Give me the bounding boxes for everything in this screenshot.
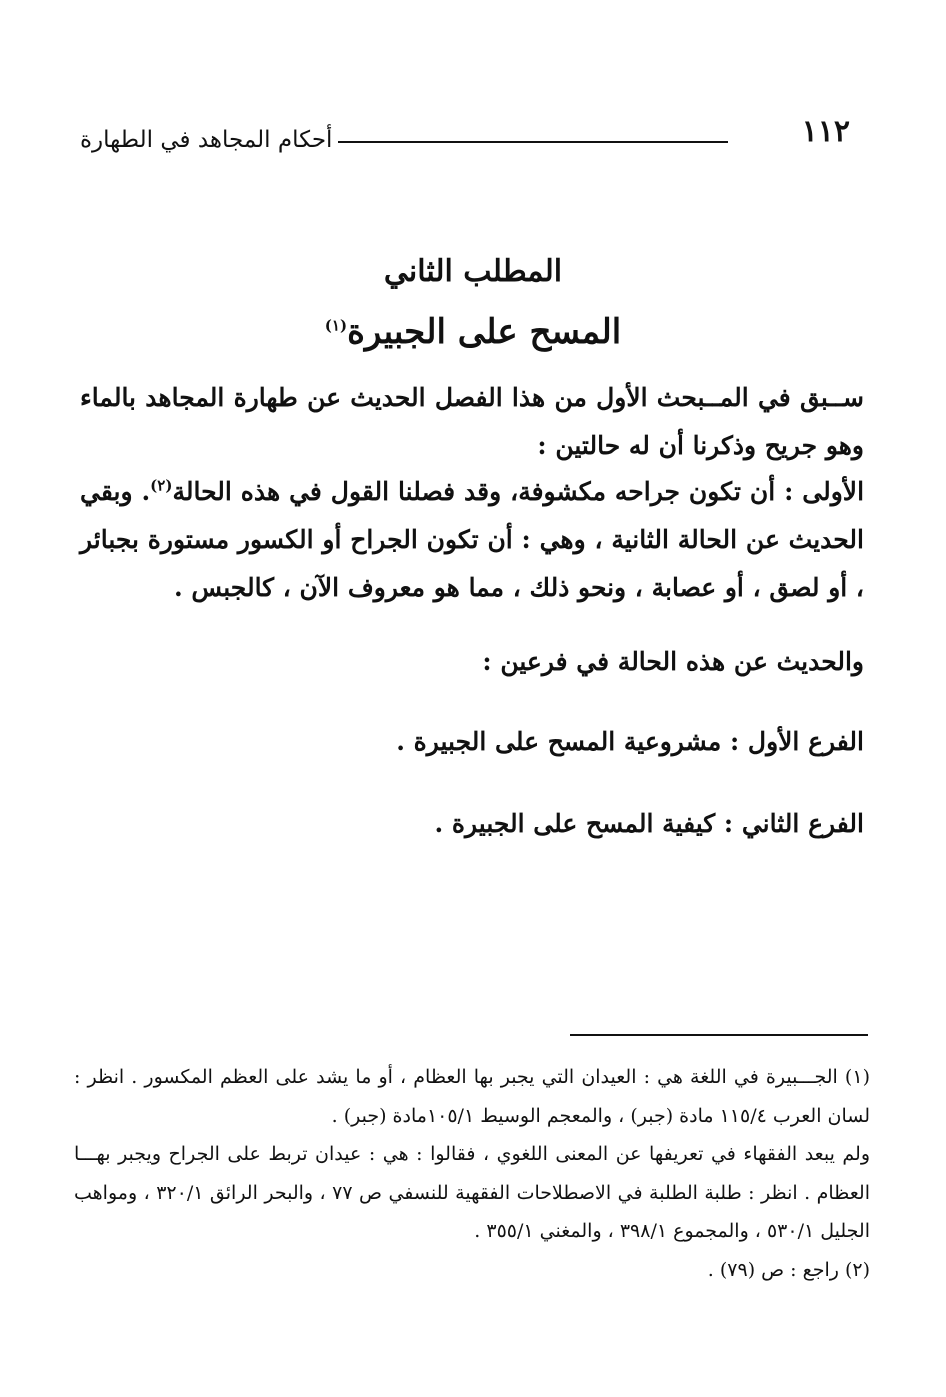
running-book-title: أحكام المجاهد في الطهارة: [80, 127, 333, 153]
intro-paragraph: ســبق في المــبحث الأول من هذا الفصل الحديث عن طهارة المجاهد بالماء وهو جريح وذكرنا أن له حالتين :: [80, 383, 864, 460]
header-rule: [338, 141, 728, 143]
section-heading: المطلب الثاني: [383, 254, 563, 289]
footnote-1-definition: (١) الجـــبيرة في اللغة هي : العيدان التي يجبر بها العظام ، أو ما يشد على العظم المكسور . انظر : لسان العرب ١١٥/٤ مادة (جبر) ، والمعجم الوسيط ١٠٥/١مادة (جبر) .: [74, 1066, 870, 1127]
footnotes: [74, 1058, 870, 1289]
footnote-ref-1: (١): [324, 316, 348, 335]
footnote-1-fiqh: ولم يبعد الفقهاء في تعريفها عن المعنى اللغوي ، فقالوا : هي : عيدان تربط على الجراح ويجبر بهـــا العظام . انظر : طلبة الطلبة في الاصطلاحات الفقهية للنسفي ص ٧٧ ، والبحر الرائق ٣٢٠/١ ، ومواهب الجليل ٥٣٠/١ ، والمجموع ٣٩٨/١ ، والمغني ٣٥٥/١ .: [74, 1143, 871, 1242]
subsection-heading: [0, 308, 946, 356]
first-case-text: الأولى : أن تكون جراحه مكشوفة، وقد فصلنا القول في هذه الحالة: [172, 477, 865, 506]
footnote-2: (٢) راجع : ص (٧٩) .: [707, 1258, 870, 1281]
subsection-title: المسح على الجبيرة: [347, 312, 622, 352]
branch-one: الفرع الأول : مشروعية المسح على الجبيرة .: [396, 727, 864, 756]
branch-two: الفرع الثاني : كيفية المسح على الجبيرة .: [434, 809, 864, 838]
footnote-ref-2: (٢): [150, 476, 173, 495]
first-case-paragraph: [80, 468, 864, 612]
division-intro: والحديث عن هذه الحالة في فرعين :: [482, 647, 864, 676]
second-case-text: . وبقي الحديث عن الحالة الثانية ، وهي : أن تكون الجراح أو الكسور مستورة بجبائر ، أو لصق ، أو عصابة ، ونحو ذلك ، مما هو معروف الآن ، كالجبس .: [80, 477, 864, 602]
footnote-rule: [570, 1034, 868, 1036]
page-number: ١١٢: [801, 114, 850, 149]
